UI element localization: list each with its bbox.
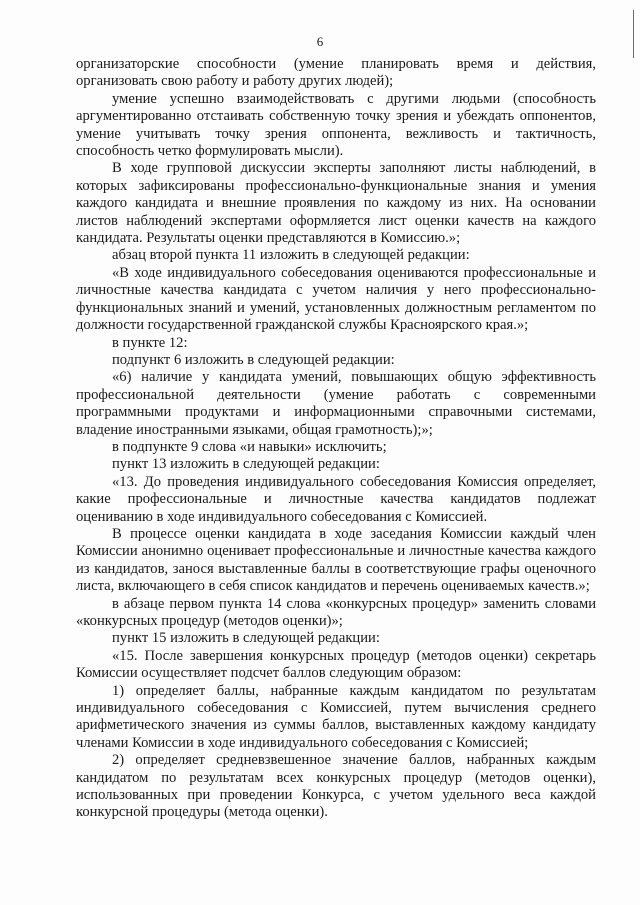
paragraph-6: в пункте 12: <box>112 334 188 351</box>
paragraph-4: абзац второй пункта 11 изложить в следующей редакции: <box>112 247 470 264</box>
paragraph-10: пункт 13 изложить в следующей редакции: <box>112 456 380 473</box>
paragraph-3: В ходе групповой дискуссии эксперты заполняют листы наблюдений, в которых зафиксированы профессионально-функциональные знания и умения каждого кандидата и внешние проявления по каждому из них. На основании листов наблюдений экспертами оформляется лист оценки качеств на каждого кандидата. Результаты оценки представляются в Комиссию.»; <box>76 160 596 247</box>
page-number: 6 <box>316 34 324 49</box>
paragraph-12: В процессе оценки кандидата в ходе заседания Комиссии каждый член Комиссии анонимно оценивает профессиональные и личностные качества каждого из кандидатов, занося выставленные баллы в соответствующие графы оценочного листа, включающего в себя список кандидатов и перечень оцениваемых качеств.»; <box>76 525 596 595</box>
paragraph-7: подпункт 6 изложить в следующей редакции: <box>112 351 395 368</box>
paragraph-8: «6) наличие у кандидата умений, повышающих общую эффективность профессиональной деятельности (умение работать с современными программными продуктами и информационными справочными системами, владение иностранными языками, общая грамотность);»; <box>76 369 596 438</box>
paragraph-17: 2) определяет средневзвешенное значение баллов, набранных каждым кандидатом по результатам всех конкурсных процедур (методов оценки), использованных при проведении Конкурса, с учетом удельного веса каждой конкурсной процедуры (метода оценки). <box>76 752 596 821</box>
paragraph-14: пункт 15 изложить в следующей редакции: <box>112 630 380 647</box>
paragraph-1: организаторские способности (умение планировать время и действия, организовать свою работу и работу других людей); <box>76 56 596 90</box>
paragraph-13: в абзаце первом пункта 14 слова «конкурсных процедур» заменить словами «конкурсных процедур (методов оценки)»; <box>76 595 596 629</box>
paragraph-9: в подпункте 9 слова «и навыки» исключить; <box>112 438 387 455</box>
paragraph-15: «15. После завершения конкурсных процедур (методов оценки) секретарь Комиссии осуществляет подсчет баллов следующим образом: <box>76 647 596 682</box>
paragraph-2: умение успешно взаимодействовать с другими людьми (способность аргументированно отстаивать собственную точку зрения и убеждать оппонентов, умение учитывать точку зрения оппонента, вежливость и тактичность, способность четко формулировать мысли). <box>76 90 596 160</box>
paragraph-16: 1) определяет баллы, набранные каждым кандидатом по результатам индивидуального собеседования с Комиссией, путем вычисления среднего арифметического значения из суммы баллов, выставленных каждому кандидату членами Комиссии в ходе индивидуального собеседования с Комиссией; <box>76 682 596 751</box>
paragraph-11: «13. До проведения индивидуального собеседования Комиссия определяет, какие профессиональные и личностные качества кандидатов подлежат оцениванию в ходе индивидуального собеседования с Комиссией. <box>76 473 596 525</box>
paragraph-5: «В ходе индивидуального собеседования оцениваются профессиональные и личностные качества кандидата с учетом наличия у него профессионально-функциональных знаний и умений, установленных должностным регламентом по должности государственной гражданской службы Красноярского края.»; <box>76 264 596 334</box>
document-body <box>76 56 596 822</box>
